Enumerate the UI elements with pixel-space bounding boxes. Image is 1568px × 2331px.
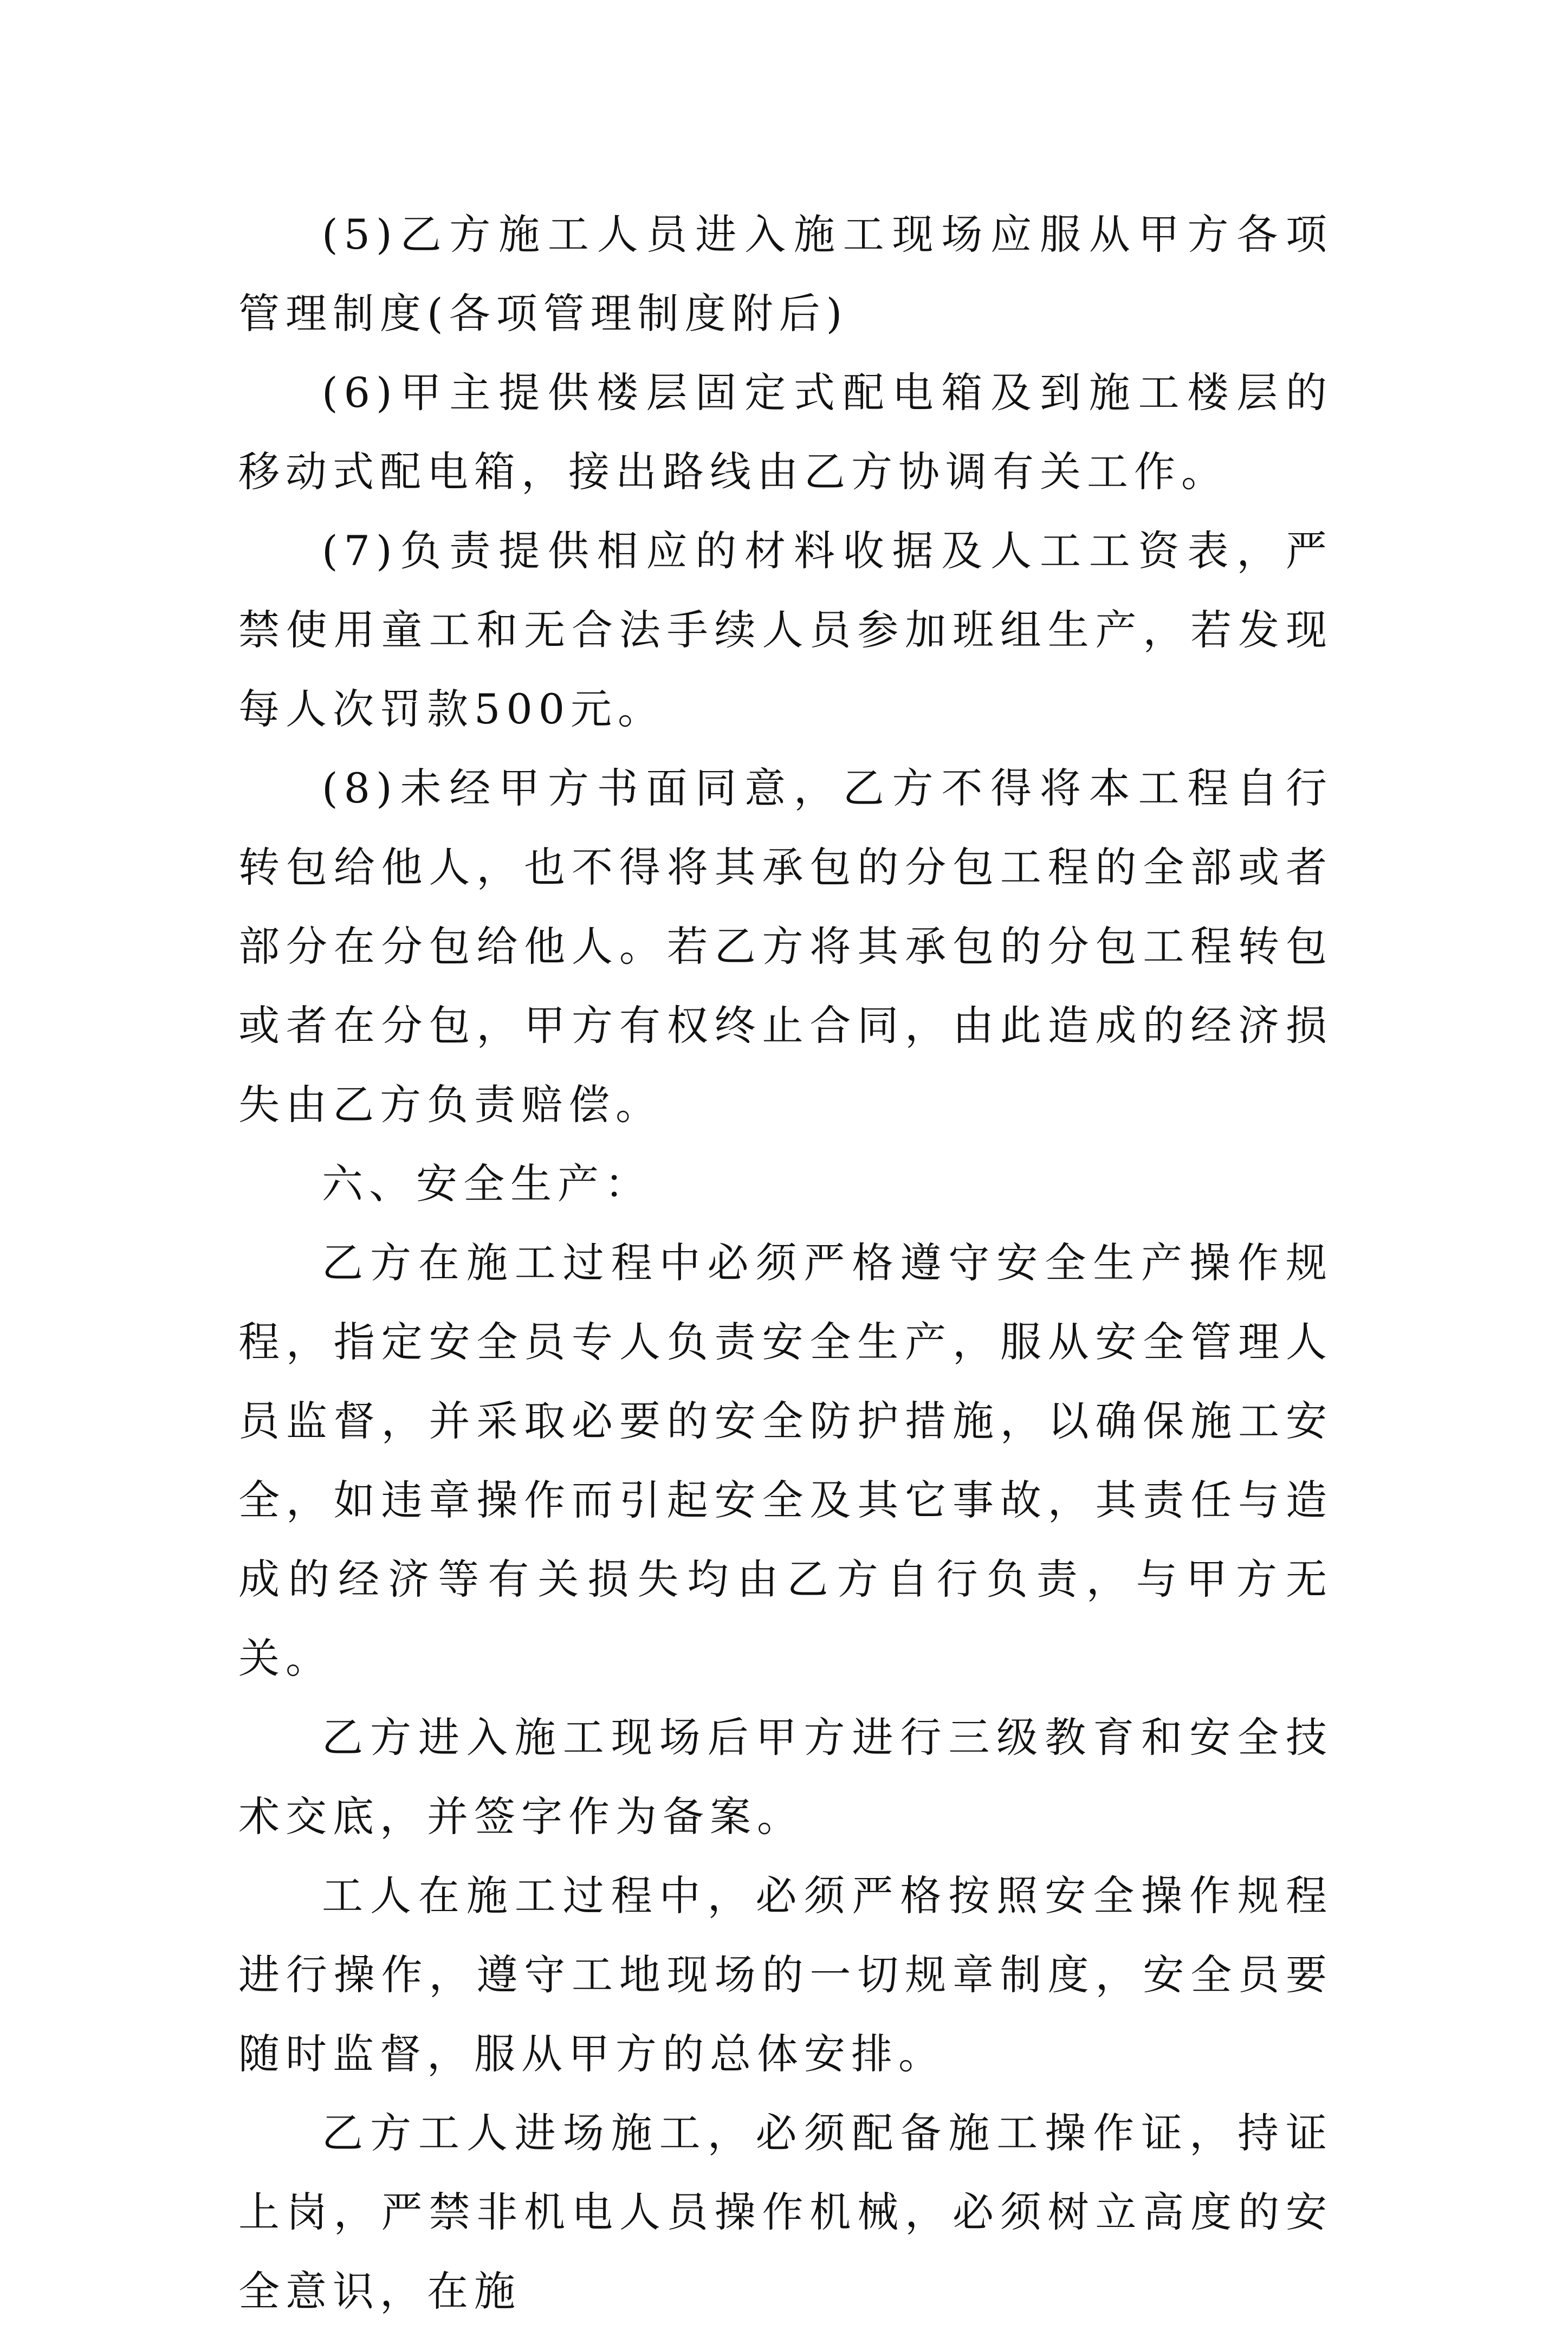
- safety-paragraph-1: 乙方在施工过程中必须严格遵守安全生产操作规程，指定安全员专人负责安全生产，服从安全管理人员监督，并采取必要的安全防护措施，以确保施工安全，如违章操作而引起安全及其它事故，其责任与造成的经济等有关损失均由乙方自行负责，与甲方无关。: [238, 1239, 1333, 1682]
- clause-8-paragraph: (8)未经甲方书面同意，乙方不得将本工程自行转包给他人，也不得将其承包的分包工程的全部或者部分在分包给他人。若乙方将其承包的分包工程转包或者在分包，甲方有权终止合同，由此造成的经济损失由乙方负责赔偿。: [238, 764, 1333, 1129]
- safety-paragraph-2: 乙方进入施工现场后甲方进行三级教育和安全技术交底，并签字作为备案。: [238, 1713, 1333, 1841]
- section-heading-safety: 六、安全生产：: [322, 1160, 652, 1208]
- clause-5-paragraph: (5)乙方施工人员进入施工现场应服从甲方各项管理制度(各项管理制度附后): [238, 210, 1333, 338]
- clause-6-paragraph: (6)甲主提供楼层固定式配电箱及到施工楼层的移动式配电箱，接出路线由乙方协调有关工作。: [238, 368, 1333, 496]
- safety-paragraph-4: 乙方工人进场施工，必须配备施工操作证，持证上岗，严禁非机电人员操作机械，必须树立高度的安全意识，在施: [238, 2109, 1333, 2315]
- safety-paragraph-3: 工人在施工过程中，必须严格按照安全操作规程进行操作，遵守工地现场的一切规章制度，安全员要随时监督，服从甲方的总体安排。: [238, 1872, 1333, 2078]
- contract-body: [238, 195, 1333, 2331]
- clause-7-paragraph: (7)负责提供相应的材料收据及人工工资表，严禁使用童工和无合法手续人员参加班组生产，若发现每人次罚款500元。: [238, 527, 1333, 733]
